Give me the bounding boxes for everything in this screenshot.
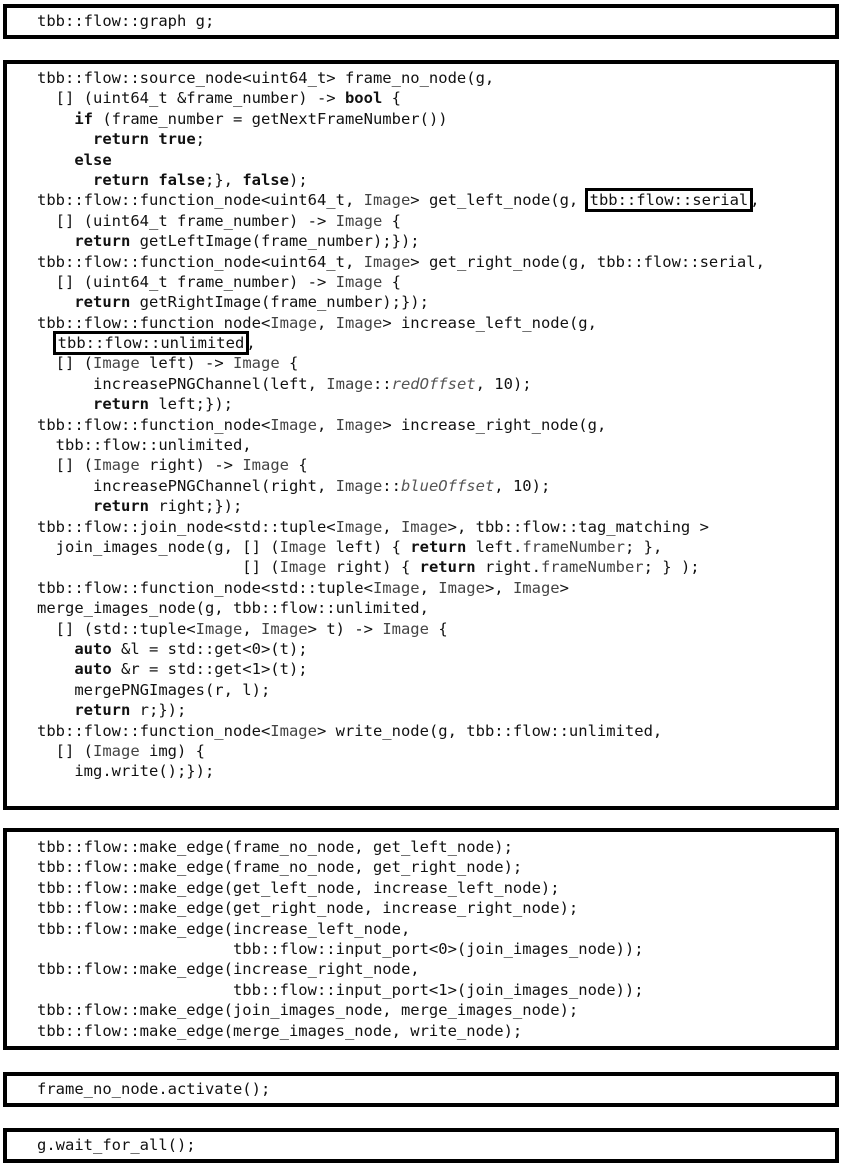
- code-token: &r = std::get<1>(t);: [111, 660, 308, 679]
- code-token: mergePNGImages(r, l);: [37, 680, 271, 699]
- code-line: [37, 170, 765, 190]
- code-line: [37, 721, 765, 741]
- code-token: tbb::flow::make_edge(frame_no_node, get_right_node);: [37, 858, 523, 877]
- highlighted-token: tbb::flow::serial: [589, 191, 749, 210]
- code-token: Image: [335, 313, 383, 332]
- code-token: tbb::flow::input_port<0>(join_images_node));: [37, 939, 644, 958]
- code-token: return: [93, 395, 149, 414]
- code-token: img) {: [139, 741, 205, 760]
- code-token: Image: [195, 619, 243, 638]
- code-block-edges: [3, 828, 839, 1050]
- code-line: [37, 272, 765, 292]
- code-line: [37, 680, 765, 700]
- code-token: return: [74, 293, 131, 312]
- code-token: frame_no_node.activate();: [37, 1080, 271, 1098]
- code-line: [37, 292, 765, 312]
- code-token: Image: [270, 721, 317, 740]
- code-token: Image: [260, 619, 308, 638]
- code-token: auto: [74, 660, 112, 679]
- code-token: ,: [316, 313, 336, 332]
- code-token: tbb::flow::input_port<1>(join_images_node));: [37, 980, 644, 999]
- code-line: [37, 980, 644, 1000]
- code-token: [37, 334, 56, 352]
- code-line: [37, 959, 644, 979]
- code-line: [37, 252, 765, 272]
- code-line: [37, 129, 765, 149]
- code-line: [37, 598, 765, 618]
- code-token: [37, 640, 74, 658]
- code-token: > increase_left_node(g,: [382, 313, 597, 332]
- code-token: tbb::flow::make_edge(frame_no_node, get_left_node);: [37, 838, 513, 856]
- code-token: tbb::flow::make_edge(merge_images_node, write_node);: [37, 1021, 523, 1040]
- code-token: r;});: [130, 701, 187, 720]
- code-token: bool: [344, 89, 383, 108]
- code-token: [] (uint64_t frame_number) ->: [37, 272, 336, 291]
- code-line: [37, 313, 765, 333]
- code-token: {: [382, 272, 401, 291]
- code-line: [37, 476, 765, 496]
- code-wait: [37, 1135, 196, 1155]
- code-block-activate: [3, 1072, 839, 1107]
- code-block-node-defs: [3, 60, 839, 810]
- code-line: [37, 578, 765, 598]
- code-line: [37, 455, 765, 475]
- code-token: [] (uint64_t &frame_number) ->: [37, 89, 345, 108]
- code-line: [37, 88, 765, 108]
- code-token: blueOffset: [400, 476, 495, 495]
- code-line: [37, 1000, 644, 1020]
- code-token: [] (: [37, 456, 93, 475]
- code-line: [37, 211, 765, 231]
- code-token: left) ->: [139, 354, 233, 373]
- code-line: [37, 837, 644, 857]
- code-line: [37, 639, 765, 659]
- code-line: [37, 741, 765, 761]
- code-line: [37, 878, 644, 898]
- code-token: Image: [438, 578, 485, 597]
- code-token: Image: [279, 558, 327, 577]
- code-token: Image: [400, 517, 448, 536]
- code-token: [37, 110, 74, 128]
- code-line: [37, 557, 765, 577]
- code-token: return true: [93, 130, 196, 149]
- code-line: [37, 898, 644, 918]
- code-graph-decl: [37, 11, 214, 31]
- code-line: [37, 496, 765, 516]
- code-token: return false: [93, 170, 205, 189]
- code-token: ,: [419, 578, 439, 597]
- code-line: [37, 435, 765, 455]
- code-token: [37, 293, 74, 311]
- code-token: Image: [93, 354, 140, 373]
- code-token: [] (: [37, 354, 93, 373]
- code-token: left) {: [326, 537, 411, 556]
- code-token: tbb::flow::function_node<: [37, 313, 271, 332]
- code-line: [37, 1135, 196, 1155]
- code-token: Image: [382, 619, 429, 638]
- code-token: ::: [382, 476, 401, 495]
- code-token: frameNumber: [522, 537, 625, 556]
- code-token: [37, 130, 93, 148]
- code-activate: [37, 1079, 270, 1099]
- code-line: [37, 231, 765, 251]
- code-token: , 10);: [475, 374, 532, 393]
- code-token: return: [410, 537, 467, 556]
- code-token: [37, 171, 93, 189]
- code-token: , 10);: [494, 476, 551, 495]
- code-token: tbb::flow::make_edge(join_images_node, merge_images_node);: [37, 1001, 579, 1020]
- code-token: Image: [270, 415, 317, 434]
- code-token: increasePNGChannel(left,: [37, 374, 327, 393]
- code-token: Image: [335, 415, 383, 434]
- code-token: {: [279, 354, 299, 373]
- code-token: getRightImage(frame_number);});: [130, 293, 429, 312]
- code-token: return: [74, 232, 131, 251]
- code-token: frameNumber: [540, 558, 644, 577]
- code-token: Image: [93, 741, 140, 760]
- code-node-defs: [37, 68, 765, 782]
- code-token: > get_left_node(g,: [410, 191, 588, 210]
- code-token: Image: [512, 578, 560, 597]
- code-line: [37, 659, 765, 679]
- code-token: return: [419, 558, 476, 577]
- code-token: ,: [750, 191, 760, 210]
- code-token: else: [74, 150, 112, 169]
- code-token: ,: [382, 517, 401, 536]
- code-token: Image: [326, 374, 373, 393]
- code-token: [37, 232, 74, 250]
- code-token: tbb::flow::source_node<uint64_t> frame_no_node(g,: [37, 69, 495, 87]
- code-token: tbb::flow::graph g;: [37, 12, 215, 30]
- code-token: getLeftImage(frame_number);});: [130, 232, 420, 251]
- code-line: [37, 68, 765, 88]
- code-line: [37, 190, 765, 210]
- code-line: [37, 353, 765, 373]
- code-line: [37, 11, 214, 31]
- code-token: Image: [270, 313, 317, 332]
- code-token: > get_right_node(g, tbb::flow::serial,: [410, 252, 765, 271]
- code-token: >, tbb::flow::tag_matching >: [447, 517, 709, 536]
- code-token: right;});: [149, 497, 243, 516]
- code-block-wait: [3, 1128, 839, 1163]
- code-block-graph-decl: [3, 4, 839, 39]
- code-token: Image: [335, 476, 383, 495]
- code-token: &l = std::get<0>(t);: [111, 639, 308, 658]
- code-token: tbb::flow::function_node<: [37, 415, 271, 434]
- code-token: > t) ->: [307, 619, 383, 638]
- code-token: left;});: [149, 395, 233, 414]
- code-token: (frame_number = getNextFrameNumber()): [93, 109, 448, 128]
- code-line: [37, 109, 765, 129]
- code-token: );: [288, 170, 308, 189]
- code-line: [37, 517, 765, 537]
- code-token: tbb::flow::function_node<std::tuple<: [37, 578, 373, 597]
- code-token: Image: [335, 517, 383, 536]
- code-token: tbb::flow::function_node<: [37, 721, 271, 740]
- code-token: >: [559, 578, 569, 597]
- code-token: return: [93, 497, 149, 516]
- code-token: left.: [466, 537, 523, 556]
- code-line: [37, 1079, 270, 1099]
- code-token: >,: [484, 578, 513, 597]
- code-token: right.: [475, 558, 541, 577]
- code-token: [] (uint64_t frame_number) ->: [37, 211, 336, 230]
- code-token: Image: [233, 354, 280, 373]
- code-token: Image: [363, 252, 411, 271]
- code-line: [37, 1021, 644, 1041]
- code-token: right) ->: [139, 456, 243, 475]
- code-line: [37, 415, 765, 435]
- code-token: Image: [242, 456, 289, 475]
- code-line: [37, 700, 765, 720]
- highlighted-token: tbb::flow::unlimited: [57, 334, 245, 353]
- code-token: [37, 151, 74, 169]
- code-token: ,: [242, 619, 261, 638]
- code-line: [37, 374, 765, 394]
- code-token: if: [74, 109, 93, 128]
- code-token: ;: [195, 130, 205, 149]
- code-token: auto: [74, 639, 112, 658]
- code-token: ::: [372, 374, 392, 393]
- code-line: [37, 619, 765, 639]
- code-line: [37, 394, 765, 414]
- code-token: [37, 497, 93, 515]
- code-token: tbb::flow::unlimited,: [37, 436, 252, 455]
- code-token: tbb::flow::function_node<uint64_t,: [37, 191, 364, 210]
- code-token: right) {: [326, 558, 420, 577]
- code-line: [37, 919, 644, 939]
- code-token: ; },: [624, 537, 663, 556]
- code-token: [37, 395, 93, 413]
- code-token: Image: [335, 272, 383, 291]
- code-token: tbb::flow::function_node<uint64_t,: [37, 252, 364, 271]
- code-token: ;},: [204, 170, 243, 189]
- code-token: [] (: [37, 741, 93, 760]
- code-token: redOffset: [391, 374, 476, 393]
- code-token: {: [382, 89, 401, 108]
- code-token: {: [289, 456, 308, 475]
- code-token: [] (: [37, 558, 280, 577]
- code-line: [37, 150, 765, 170]
- code-token: {: [428, 619, 448, 638]
- code-token: Image: [93, 456, 140, 475]
- code-edges: [37, 837, 644, 1041]
- code-token: false: [242, 170, 289, 189]
- code-token: Image: [335, 211, 383, 230]
- code-token: ,: [246, 334, 256, 353]
- code-token: tbb::flow::join_node<std::tuple<: [37, 517, 336, 536]
- code-line: [37, 857, 644, 877]
- code-line: [37, 537, 765, 557]
- code-line: [37, 333, 765, 353]
- code-token: return: [74, 701, 131, 720]
- code-token: {: [382, 211, 401, 230]
- code-token: ,: [316, 415, 336, 434]
- code-token: tbb::flow::make_edge(get_right_node, increase_right_node);: [37, 899, 579, 918]
- code-token: > increase_right_node(g,: [382, 415, 607, 434]
- code-token: Image: [372, 578, 420, 597]
- code-token: increasePNGChannel(right,: [37, 476, 336, 495]
- code-token: g.wait_for_all();: [37, 1136, 196, 1154]
- code-token: [] (std::tuple<: [37, 619, 196, 638]
- code-token: tbb::flow::make_edge(get_left_node, increase_left_node);: [37, 878, 560, 897]
- code-token: Image: [279, 537, 327, 556]
- code-token: join_images_node(g, [] (: [37, 537, 280, 556]
- code-token: tbb::flow::make_edge(increase_right_node,: [37, 960, 420, 979]
- code-token: > write_node(g, tbb::flow::unlimited,: [316, 721, 663, 740]
- code-line: [37, 939, 644, 959]
- code-token: img.write();});: [37, 762, 215, 781]
- code-token: [37, 660, 74, 678]
- code-token: ; } );: [643, 558, 700, 577]
- code-token: Image: [363, 191, 411, 210]
- code-line: [37, 761, 765, 781]
- code-token: tbb::flow::make_edge(increase_left_node,: [37, 919, 411, 938]
- code-token: [37, 701, 74, 719]
- code-token: merge_images_node(g, tbb::flow::unlimited,: [37, 599, 429, 618]
